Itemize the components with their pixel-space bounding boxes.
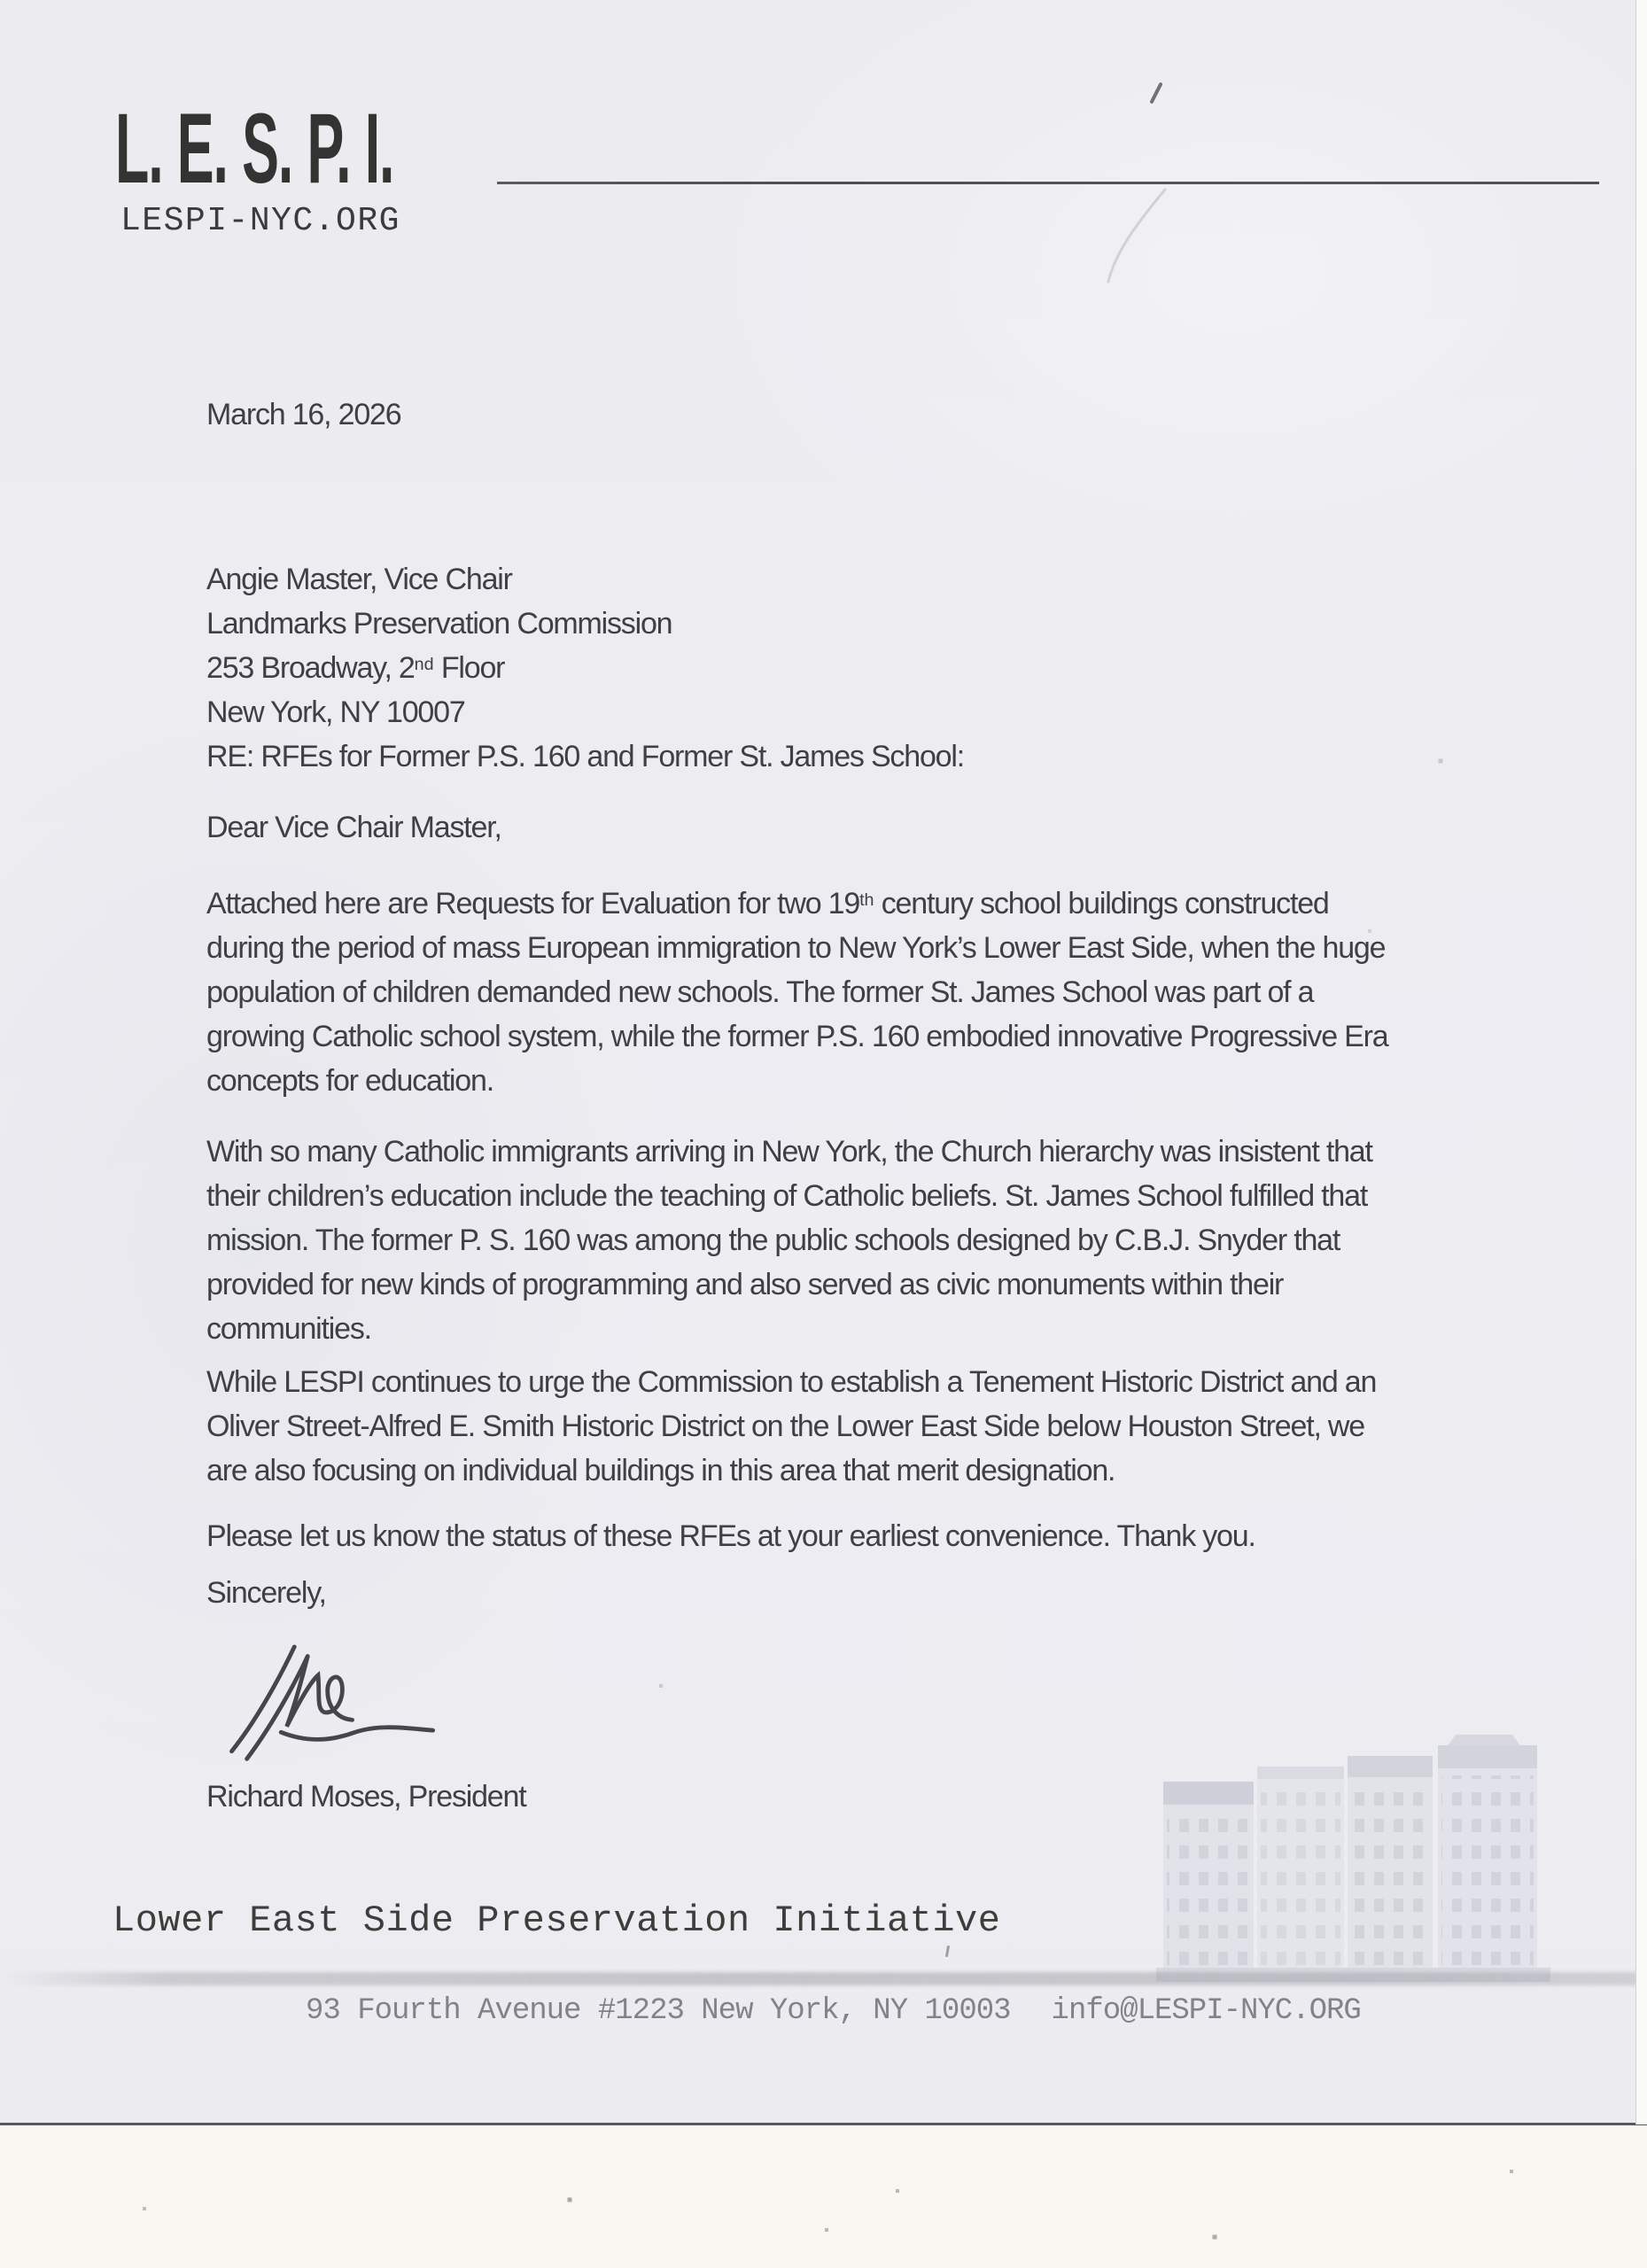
scan-streak: [0, 1972, 1647, 1985]
text-line: While LESPI continues to urge the Commission to establish a Tenement Historic District and an: [206, 1365, 1377, 1399]
signer-name: Richard Moses, President: [206, 1780, 526, 1814]
text-line: concepts for education.: [206, 1064, 493, 1098]
signature-scribble: [198, 1635, 464, 1768]
text-line: 253 Broadway, 2nd Floor: [206, 651, 505, 685]
text-line: Angie Master, Vice Chair: [206, 563, 512, 596]
paragraph-2: [206, 1130, 1372, 1351]
text-line: during the period of mass European immigration to New York’s Lower East Side, when the huge: [206, 931, 1386, 965]
text-line: population of children demanded new schools. The former St. James School was part of a: [206, 975, 1314, 1009]
lespi-logo: L. E. S. P. I.: [115, 93, 394, 204]
subject-line: RE: RFEs for Former P.S. 160 and Former St. James School:: [206, 740, 964, 773]
scan-speckles: [0, 0, 2, 2]
text-line: Oliver Street-Alfred E. Smith Historic District on the Lower East Side below Houston Street, we: [206, 1410, 1364, 1443]
closing: Sincerely,: [206, 1576, 326, 1610]
paragraph-3: [206, 1360, 1376, 1493]
tick-artifact: [945, 1946, 950, 1957]
recipient-address-block: [206, 557, 672, 734]
salutation: Dear Vice Chair Master,: [206, 811, 501, 844]
footer-street-address: 93 Fourth Avenue #1223 New York, NY 10003: [306, 1994, 1011, 2028]
tenement-buildings-watermark: [1156, 1733, 1550, 1992]
org-name: Lower East Side Preservation Initiative: [113, 1899, 1001, 1942]
text-line: Please let us know the status of these RFEs at your earliest convenience. Thank you.: [206, 1519, 1255, 1553]
text-line: New York, NY 10007: [206, 695, 465, 729]
text-line: growing Catholic school system, while the former P.S. 160 embodied innovative Progressive Era: [206, 1020, 1388, 1053]
footer-address: [306, 1992, 1361, 2031]
paragraph-1: [206, 882, 1387, 1103]
paragraph-4: [206, 1514, 1255, 1558]
text-line: communities.: [206, 1312, 371, 1346]
text-line: Attached here are Requests for Evaluation for two 19th century school buildings constructed: [206, 887, 1329, 920]
letterhead-rule: [497, 182, 1599, 184]
paper-right-edge: [1635, 0, 1647, 2124]
footer-email: info@LESPI-NYC.ORG: [1051, 1994, 1361, 2028]
scanner-bed-area: [0, 2123, 1647, 2268]
letter-date: March 16, 2026: [206, 398, 401, 431]
text-line: provided for new kinds of programming and also served as civic monuments within their: [206, 1268, 1284, 1301]
text-line: With so many Catholic immigrants arriving in New York, the Church hierarchy was insistent that: [206, 1135, 1372, 1169]
letterhead-website: LESPI-NYC.ORG: [120, 202, 400, 240]
text-line: mission. The former P. S. 160 was among the public schools designed by C.B.J. Snyder that: [206, 1223, 1340, 1257]
scan-arc-artifact: [1103, 188, 1174, 287]
pen-mark-artifact: [1149, 82, 1162, 105]
text-line: are also focusing on individual buildings in this area that merit designation.: [206, 1454, 1115, 1487]
text-line: their children’s education include the teaching of Catholic beliefs. St. James School fulfilled that: [206, 1179, 1368, 1213]
text-line: Landmarks Preservation Commission: [206, 607, 672, 641]
